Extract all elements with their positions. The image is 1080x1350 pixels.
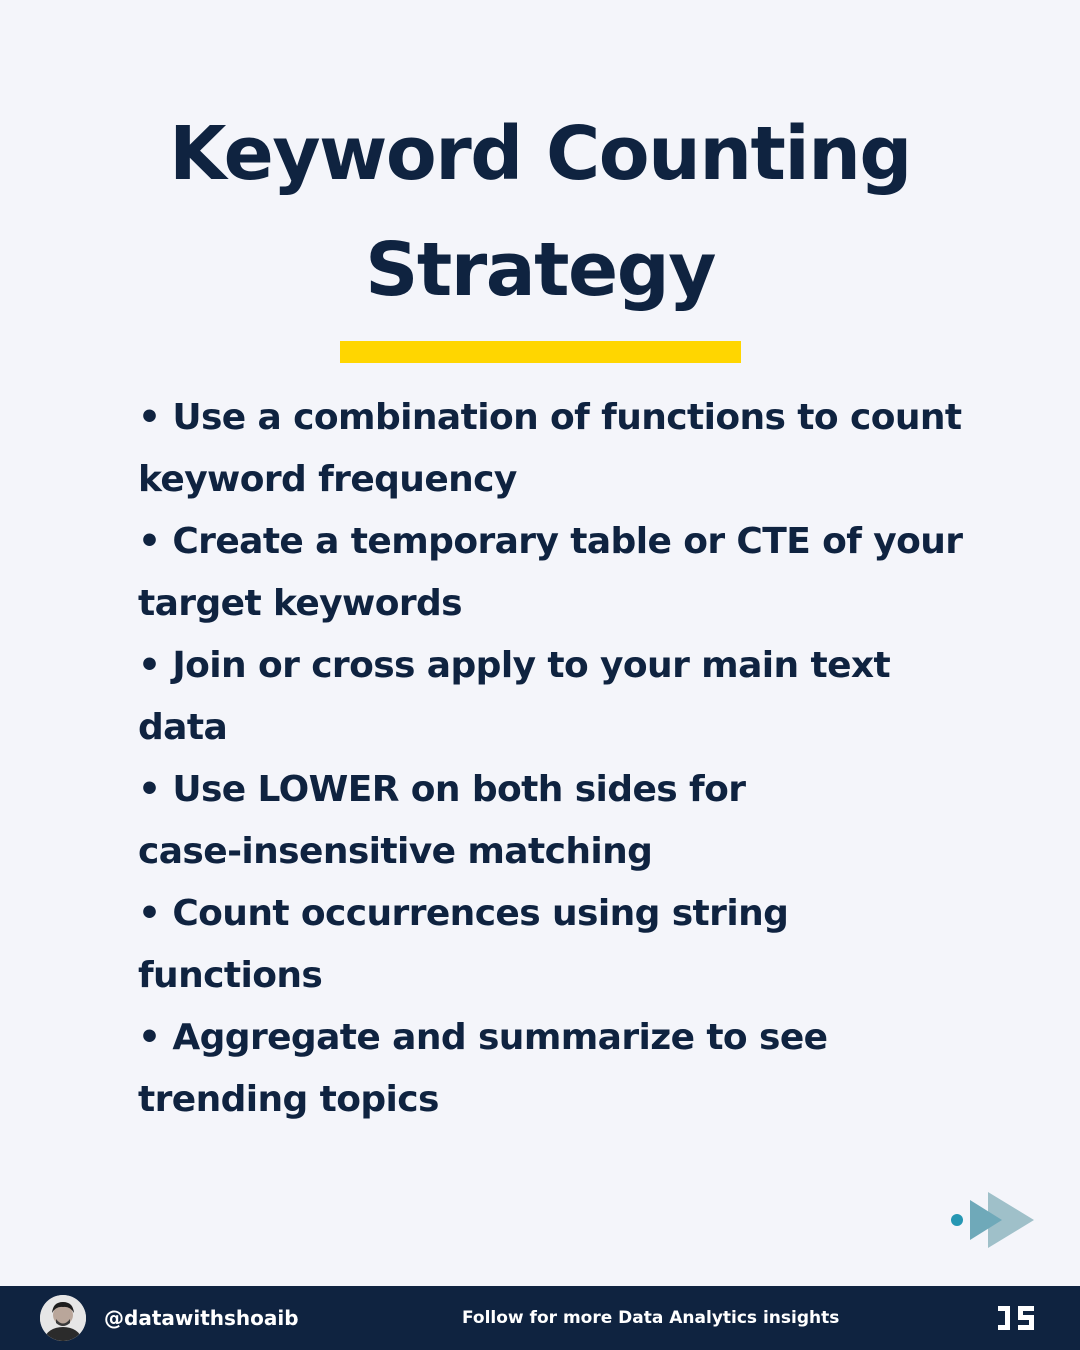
list-item <box>120 511 980 635</box>
avatar[interactable] <box>40 1295 86 1341</box>
title-underline <box>340 341 741 363</box>
bullet-line: case-insensitive matching <box>138 831 653 872</box>
page-title <box>0 96 1080 328</box>
title-line-2: Strategy <box>365 227 715 313</box>
list-item <box>120 1007 980 1131</box>
footer-bar <box>0 1286 1080 1350</box>
next-arrow-icon[interactable] <box>948 1190 1038 1250</box>
bullet-line: • Use LOWER on both sides for <box>138 769 746 810</box>
bullet-line: • Use a combination of functions to count <box>138 397 962 438</box>
list-item <box>120 635 980 759</box>
bullet-line: • Join or cross apply to your main text data <box>138 645 891 748</box>
follow-text: Follow for more Data Analytics insights <box>462 1308 840 1328</box>
list-item <box>120 883 980 1007</box>
title-line-1: Keyword Counting <box>169 111 911 197</box>
bullet-line: • Create a temporary table or CTE of your <box>138 521 963 562</box>
list-item <box>120 387 980 511</box>
bullet-line: • Aggregate and summarize to see <box>138 1017 828 1058</box>
bullet-line: trending topics <box>138 1079 439 1120</box>
list-item <box>120 759 980 883</box>
bullet-line: keyword frequency <box>138 459 517 500</box>
author-handle[interactable]: @datawithshoaib <box>104 1306 299 1330</box>
bullet-line: • Count occurrences using string functions <box>138 893 789 996</box>
ds-logo-icon <box>996 1303 1036 1333</box>
bullet-list <box>120 387 980 1131</box>
bullet-line: target keywords <box>138 583 462 624</box>
